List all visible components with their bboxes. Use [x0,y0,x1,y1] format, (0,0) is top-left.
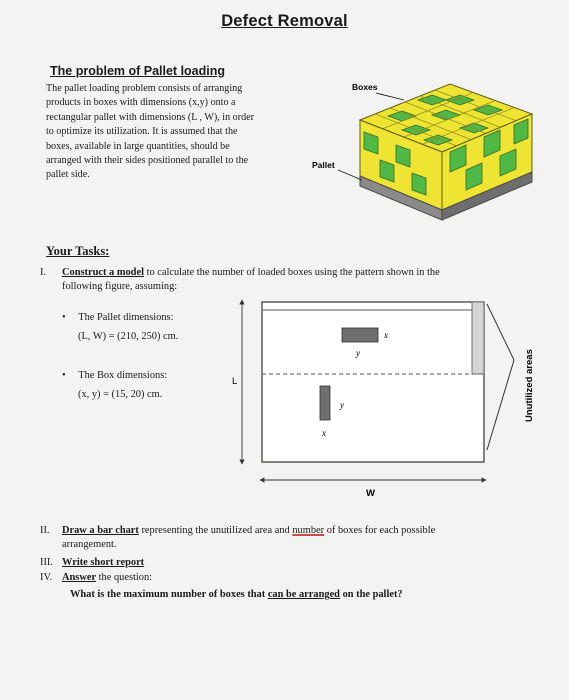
layout-diagram [222,290,552,500]
task-number: I. [40,267,47,278]
question [70,588,403,602]
label-y-side: y [340,400,344,410]
intro-line: to optimize its utilization. It is assumed that the [46,126,238,138]
pallet-label: Pallet [312,160,335,170]
task-number: IV. [40,572,53,583]
label-L: L [232,376,238,387]
task-4 [40,571,152,585]
boxes-label: Boxes [352,82,378,92]
task-2-text-tail: of boxes for each possible [324,525,436,536]
label-y-top: y [356,348,360,358]
unutilized-strip [472,302,484,374]
vertical-box [320,386,330,420]
task-4-text: the question: [96,572,153,583]
label-W: W [366,488,375,499]
task-4-emphasis: Answer [62,572,97,583]
task-2-emphasis: Draw a bar chart [62,525,139,536]
task-3-text: Write short report [62,557,145,568]
section-heading: The problem of Pallet loading [50,64,226,78]
task-3 [40,556,144,570]
intro-line: products in boxes with dimensions (x,y) onto a [46,97,236,109]
intro-line: The pallet loading problem consists of arranging [46,83,243,94]
intro-paragraph [46,82,292,183]
intro-line: pallet side. [46,169,90,181]
tasks-heading: Your Tasks: [46,244,110,258]
pallet-dims-item [62,312,178,342]
question-emphasis: can be arranged [267,589,340,600]
unutilized-label: Unutilized areas [524,349,535,422]
bullet: • [62,370,66,381]
box-dims-value: (x, y) = (15, 20) cm. [78,389,163,400]
task-2-number-word: number [292,525,325,536]
box-dims-label: The Box dimensions: [78,370,168,381]
task-number: II. [40,525,50,536]
box-dims-item [62,370,167,400]
task-number: III. [40,557,53,568]
intro-line: boxes, available in large quantities, should be [46,140,230,152]
task-2-text: representing the unutilized area and [138,525,293,536]
unutilized-bracket [487,304,514,450]
page-title: Defect Removal [221,12,348,30]
task-2 [40,524,535,551]
pallet-dims-label: The Pallet dimensions: [78,312,174,323]
bullet: • [62,312,66,323]
pallet-outline [262,302,484,462]
question-tail: on the pallet? [339,589,403,600]
task-1-text-cont: following figure, assuming: [62,280,178,292]
pallet-dims-value: (L, W) = (210, 250) cm. [78,331,179,342]
pallet-illustration [300,70,550,235]
question-text: What is the maximum number of boxes that [70,589,268,600]
task-1-emphasis: Construct a model [62,267,144,278]
horizontal-box [342,328,378,342]
intro-line: arranged with their sides positioned parallel to the [46,155,249,167]
label-x-top: x [384,330,388,340]
intro-line: rectangular pallet with dimensions (L , W), in order [46,111,254,123]
task-2-text-cont: arrangement. [62,538,117,550]
task-1-text: to calculate the number of loaded boxes using the pattern shown in the [143,267,440,278]
label-x-side: x [322,428,326,438]
